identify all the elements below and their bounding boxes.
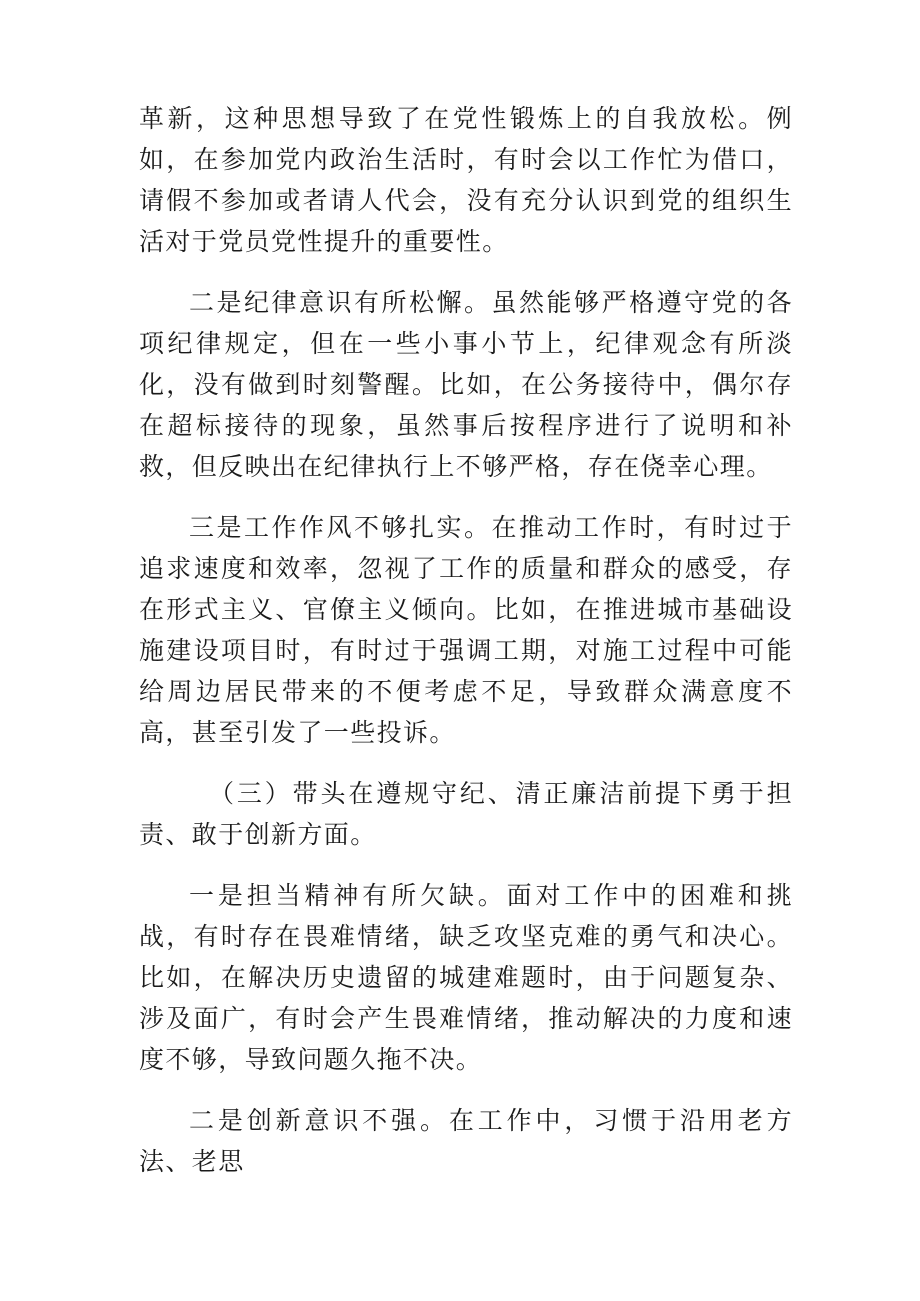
paragraph-work-style: 三是工作作风不够扎实。在推动工作时，有时过于追求速度和效率，忽视了工作的质量和群众的感受，存在形式主义、官僚主义倾向。比如，在推进城市基础设施建设项目时，有时过于强调工期，对施工过程中可能给周边居民带来的不便考虑不足，导致群众满意度不高，甚至引发了一些投诉。 xyxy=(139,513,793,747)
document-body xyxy=(139,98,793,1182)
section-heading-3: （三）带头在遵规守纪、清正廉洁前提下勇于担责、敢于创新方面。 xyxy=(139,779,793,849)
paragraph-innovation: 二是创新意识不强。在工作中，习惯于沿用老方法、老思 xyxy=(139,1106,793,1176)
paragraph-responsibility: 一是担当精神有所欠缺。面对工作中的困难和挑战，有时存在畏难情绪，缺乏攻坚克难的勇气和决心。比如，在解决历史遗留的城建难题时，由于问题复杂、涉及面广，有时会产生畏难情绪，推动解决的力度和速度不够，导致问题久拖不决。 xyxy=(139,881,793,1074)
paragraph-discipline-awareness: 二是纪律意识有所松懈。虽然能够严格遵守党的各项纪律规定，但在一些小事小节上，纪律观念有所淡化，没有做到时刻警醒。比如，在公务接待中，偶尔存在超标接待的现象，虽然事后按程序进行了说明和补救，但反映出在纪律执行上不够严格，存在侥幸心理。 xyxy=(139,288,793,481)
paragraph-continuation: 革新，这种思想导致了在党性锻炼上的自我放松。例如，在参加党内政治生活时，有时会以工作忙为借口，请假不参加或者请人代会，没有充分认识到党的组织生活对于党员党性提升的重要性。 xyxy=(139,104,793,256)
